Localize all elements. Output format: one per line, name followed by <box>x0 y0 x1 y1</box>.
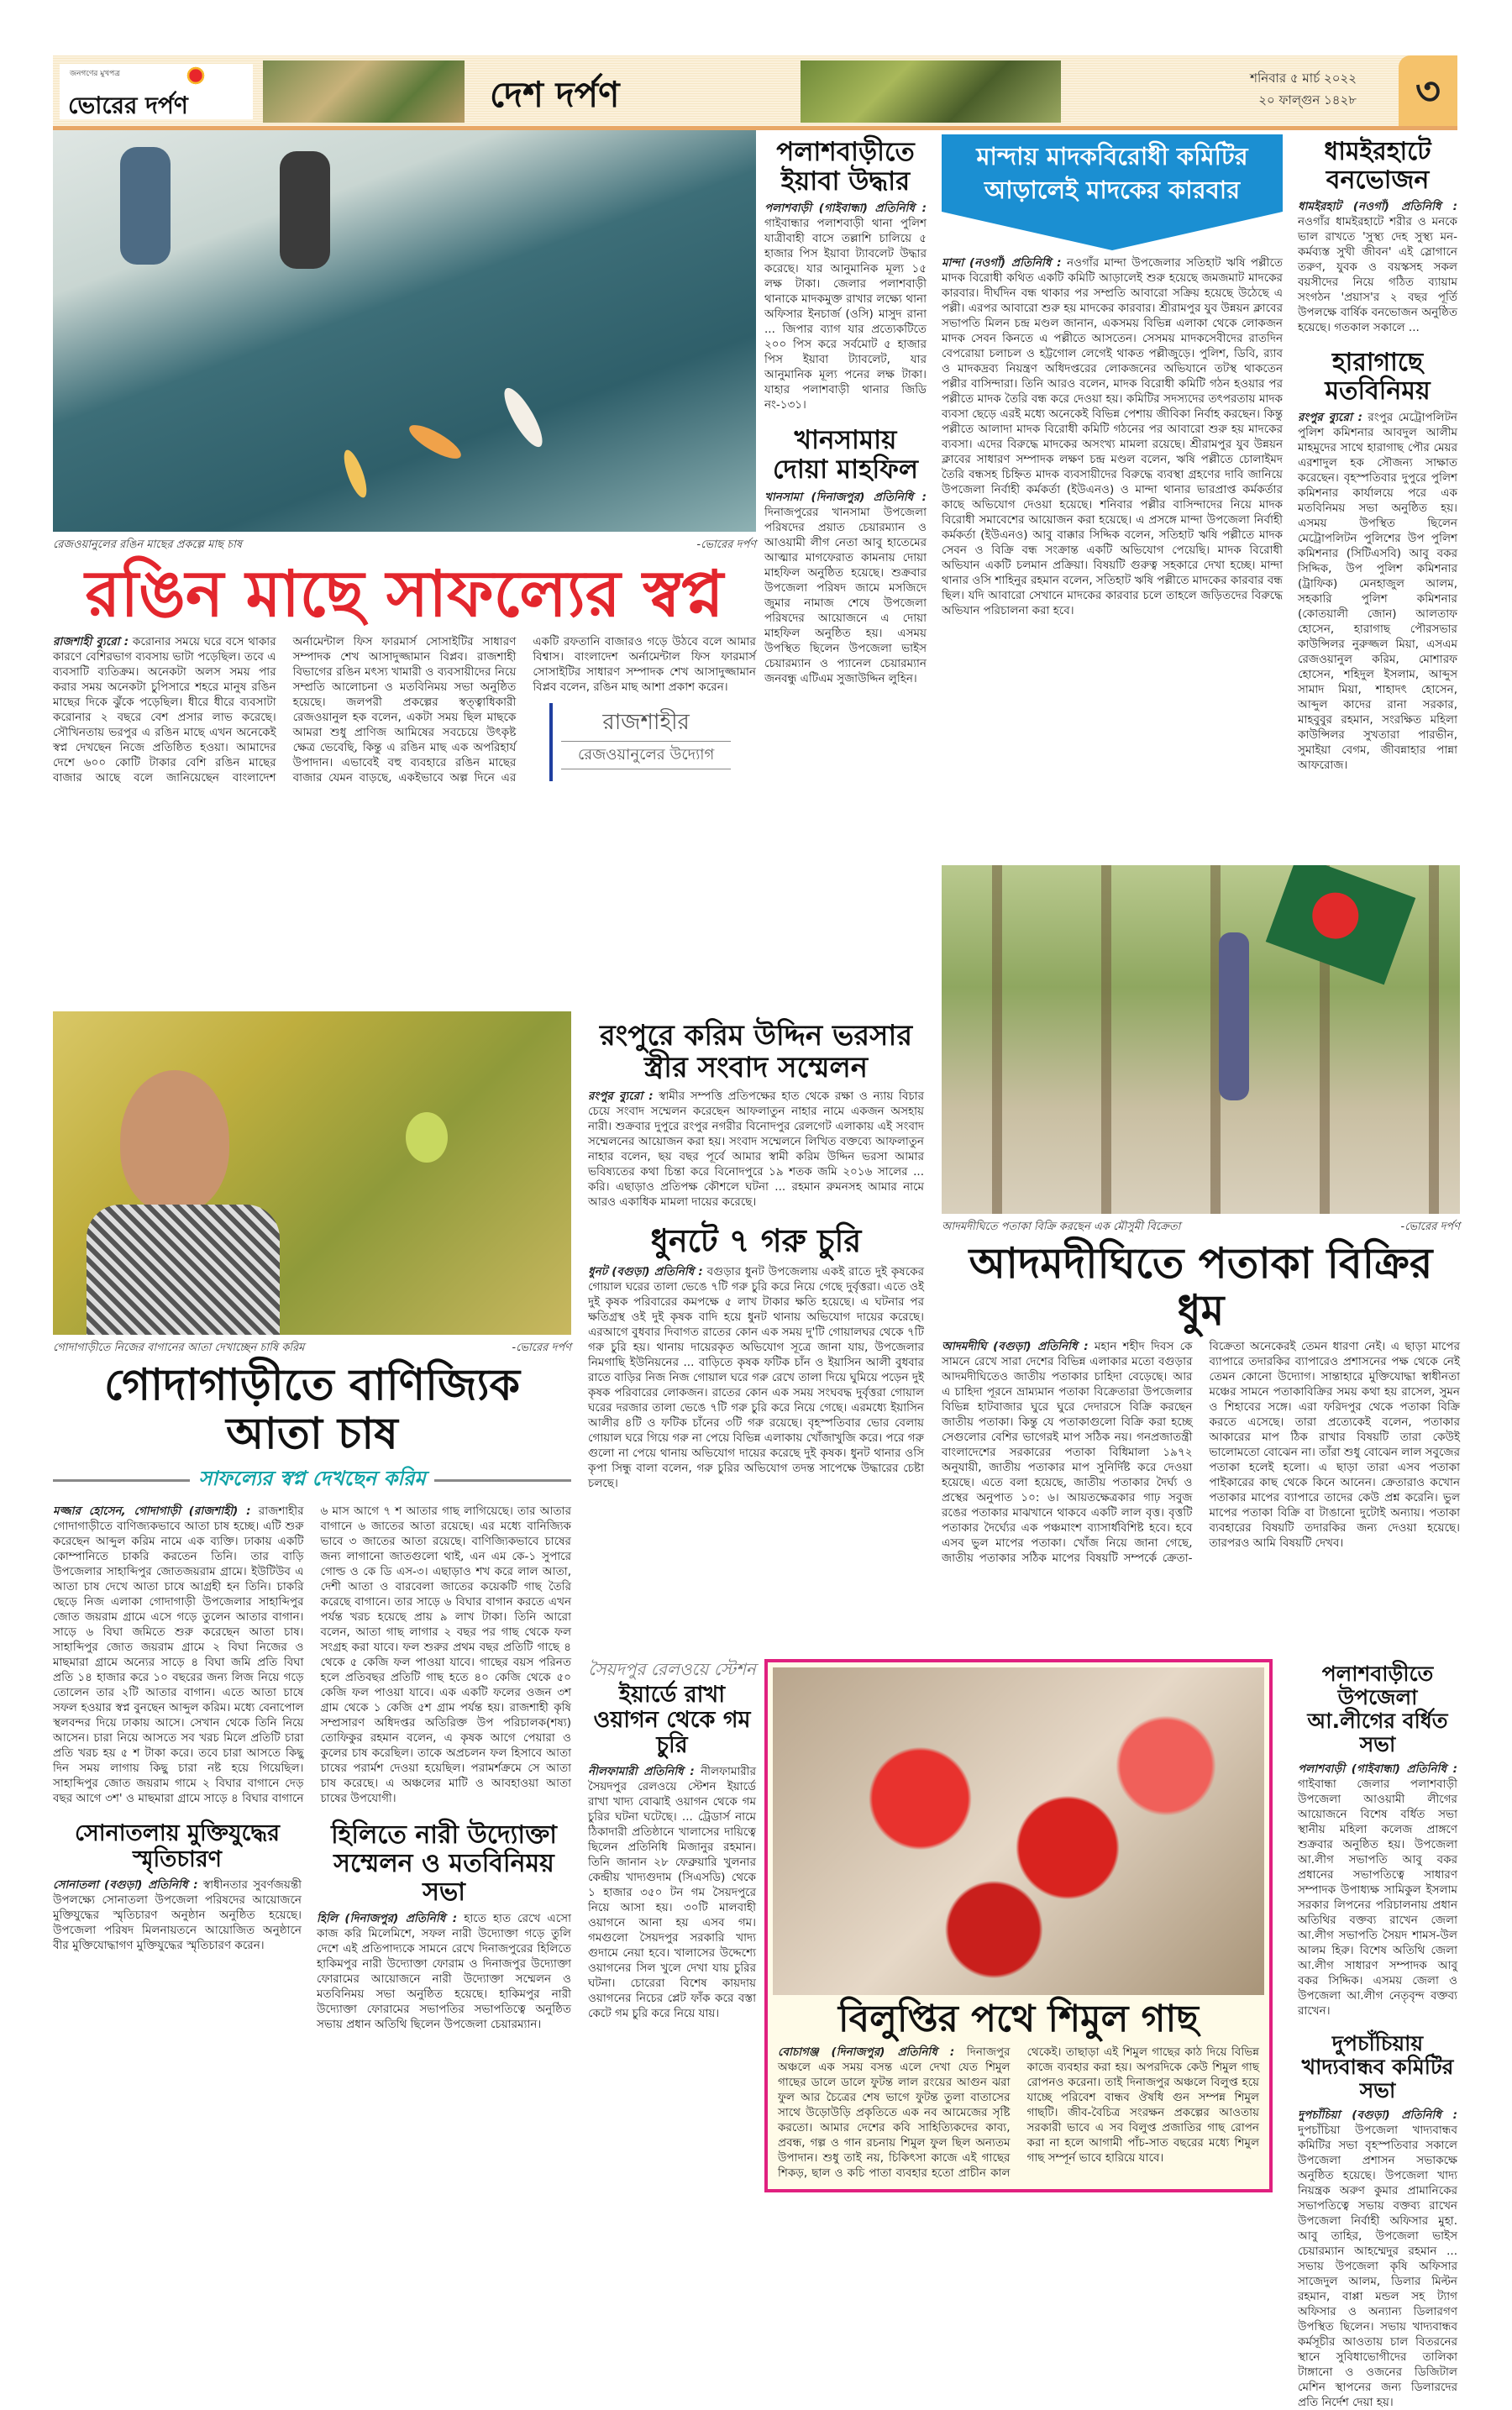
article-text: বগুড়ার ধুনট উপজেলায় একই রাতে দুই কৃষকের গোয়াল ঘরের তালা ভেঙে ৭টি গরু চুরি করে নিয়ে গেছে দুর্বৃত্তরা। এতে ওই দুই কৃষক পরিবারের কমপক্ষে ৫ লাখ টাকার ক্ষতি হয়েছে। এ ঘটনার পর ক্ষতিগ্রস্থ ওই দুই কৃষক বাদি হয়ে ধুনট থানায় অভিযোগ দায়ের করেছে। এরআগে বুধবার দিবাগত রাতের কোন এক সময় দু'টি গোয়ালঘর থেকে ৭টি গরু চুরি হয়। থানায় দায়েরকৃত অভিযোগ সূত্রে জানা যায়, উপজেলার নিমগাছি ইউনিয়নের ... বাড়িতে কৃষক ফটিক চাঁন ও ইয়াসিন আলী বুধবার রাতে বাড়ির নিজ নিজ গোয়াল ঘরে গরু রেখে তালা দিয়ে ঘুমিয়ে পড়েন দুই কৃষক পরিবারের লোকজন। রাতের কোন এক সময় সংঘবদ্ধ দুর্বৃত্তরা গোয়াল ঘরের দরজার তালা ভেঙে ৭টি গরু চুরি করে নিয়ে গেছে। এরমধ্যে ইয়াসিন আলীর ৪টি ও ফটিক চাঁনের ৩টি গরু রয়েছে। বৃহস্পতিবার ভোর বেলায় গোয়াল ঘরে গিয়ে গরু না পেয়ে বিভিন্ন এলাকায় খোঁজাখুজি করে। পরে গরু গুলো না পেয়ে থানায় অভিযোগ দায়ের করেছে দুই কৃষক। ধুনট থানার ওসি কৃপা সিন্ধু বালা বলেন, গরু চুরির অভিযোগ তদন্ত সাপেক্ষে উদ্ধারের চেষ্টা চলছে। <box>588 1264 924 1490</box>
box-line: রেজওয়ানুলের উদ্যোগ <box>561 741 731 769</box>
godagari-article-body <box>53 1504 571 1806</box>
fish-farm-photo <box>53 130 756 532</box>
main-story <box>53 130 756 785</box>
saidpur-story <box>588 1659 756 2021</box>
palashbari-khansama-column <box>764 134 927 686</box>
dateline: আদমদীঘি (বগুড়া) প্রতিনিধি : <box>942 1340 1089 1353</box>
dupchanchia-article-body <box>1298 2108 1457 2410</box>
newspaper-logo <box>60 64 253 119</box>
custard-apple-fruit <box>406 1112 448 1163</box>
issue-date <box>1250 67 1357 111</box>
dateline: পলাশবাড়ী (গাইবান্ধা) প্রতিনিধি : <box>1298 1762 1457 1776</box>
article-text: দিনাজপুরের খানসামা উপজেলা পরিষদের প্রয়াত চেয়ারম্যান ও আওয়ামী লীগ নেতা আবু হাতেমের আত্মার মাগফেরাত কামনায় দোয়া মাহফিল অনুষ্ঠিত হয়েছে। শুক্রবার উপজেলা পরিষদ জামে মসজিদে জুমার নামাজ শেষে উপজেলা পরিষদের আয়োজনে এ দোয়া মাহফিল অনুষ্ঠিত হয়। এসময় উপস্থিত ছিলেন উপজেলা ভাইস চেয়ারম্যান ও প্যানেল চেয়ারম্যান জনবন্ধু এটিএম সুজাউদ্দিন লুহিন। <box>764 505 927 685</box>
dateline: নীলফামারী প্রতিনিধি : <box>588 1764 695 1778</box>
article-text: রাজশাহীর গোদাগাড়ীতে বাণিজ্যকভাবে আতা চাষ হচ্ছে। এটি শুরু করেছেন আব্দুল করিম নামে এক ব্যক্তি। ঢাকায় একটি কোম্পানিতে চাকরি করতেন তিনি। তার বাড়ি উপজেলার সাহাব্দিপুর জোতজয়রাম গ্রামে। ইউটিউব এ আতা চাষ দেখে আতা চাষে আগ্রহী হন তিনি। চাকরি ছেড়ে নিজ এলাকা গোদাগাড়ী উপজেলার সাহাব্দিপুর জোত জয়রাম গ্রামে এসে গড়ে তুলেন আতার বাগান। সাড়ে ৬ বিঘা জমিতে শুরু করেছেন আতা চাষ। সাহাব্দিপুর জোত জয়রাম গ্রামে ২ বিঘা নিজের ও মাছমারা গ্রামে অন্যের সাড়ে ৪ বিঘা জমি প্রতি বিঘা প্রতি ১৪ হাজার করে ১০ বছরের জন্য লিজ নিয়ে গড়ে তোলেন তার ২টি আতার বাগান। এতে আতা চাষে সফল হওয়ার স্বপ্ন বুনছেন আব্দুল করিম। মধ্যে বেনাপোল স্থলবন্দর দিয়ে ঢাকায় আসে। সেখান থেকে তিনি নিয়ে আসেন। চারা নিয়ে আসতে সব খরচ মিলে প্রতিটি চারা প্রতি খরচ হয় ৫ শ টাকা করে। তবে চারা আসতে কিছু দিন সময় লাগায় কিছু চারা নষ্ট হয়ে গিয়েছিল। সাহাব্দিপুর জোত জয়রাম গামে ২ বিঘার বাগানে দেড় বছর আগে ৩শ' ও মাছমারা গ্রামে সাড়ে ৪ বিঘার বাগানে ৬ মাস আগে ৭ শ আতার গাছ লাগিয়েছে। তার আতার বাগানে ৬ জাতের আতা রয়েছে। এর মধ্যে বানিজ্যিক ভাবে ৩ জাতের আতা রয়েছে। বাণিজ্যিকভাবে চাষের জন্য লাগানো জাতগুলো থাই, এন এম কে-১ সুপারে গোল্ড ও কে ডি এস-৩। এছাড়াও শখ করে লাল আতা, দেশী আতা ও বারবেলা জাতের কয়েকটি গাছ তৈরি করেছে বাগানে। তার সাড়ে ৬ বিঘার বাগান করতে এখন পর্যন্ত খরচ হয়েছে প্রায় ৯ লাখ টাকা। তিনি আরো বলেন, আতা গাছ লাগার ২ বছর পর গাছ থেকে ফল সংগ্রহ করা যাবে। ফল শুরুর প্রথম বছর প্রতিটি গাছে ৪ থেকে ৫ কেজি ফল পাওয়া যাবে। গাছের বয়স পরিনত হলে প্রতিবছর প্রতিটি গাছ হতে ৪০ কেজি থেকে ৫০ কেজি ফল পাওয়া যাবে। এক একটি ফলের ওজন ৩শ গ্রাম থেকে ১ কেজি ৫শ গ্রাম পর্যন্ত হয়। রাজশাহী কৃষি সম্প্রসারণ অধিদপ্তর অতিরিক্ত উপ পরিচালক(শষ্য) তোফিকুর রহমান বলেন, এ কৃষক আগে পেয়ারা ও কুলের চাষ করেছিল। তাকে অপ্রচলন ফল হিসাবে আতা চাষের পরার্মশ দেওয়া হয়েছিল। পরামর্শক্রমে সে আতা চাষ করেছে। এ অঞ্চলের মাটি ও আবহাওয়া আতা চাষের উপযোগী। <box>53 1504 571 1806</box>
dateline: দুপচাঁচিয়া (বগুড়া) প্রতিনিধি : <box>1298 2108 1457 2122</box>
article-text: গাইবান্ধা জেলার পলাশবাড়ী উপজেলা আওয়ামী লীগের আয়োজনে বিশেষ বর্ধিত সভা স্থানীয় মহিলা কলেজ প্রাঙ্গণে শুক্রবার অনুষ্ঠিত হয়। উপজেলা আ.লীগ সভাপতি আবু বকর প্রধানের সভাপতিত্বে সাধারণ সম্পাদক উপাধ্যক্ষ সামিকুল ইসলাম সরকার লিপনের পরিচালনায় প্রধান অতিথির বক্তব্য রাখেন জেলা আ.লীগ সভাপতি সৈয়দ শামস-উল আলম হিরু। বিশেষ অতিথি জেলা আ.লীগ সাধারণ সম্পাদক আবু বকর সিদ্দিক। এসময় জেলা ও উপজেলা আ.লীগ নেতৃবৃন্দ বক্তব্য রাখেন। <box>1298 1777 1457 2018</box>
farmer-face <box>120 1070 229 1213</box>
mandai-headline: মান্দায় মাদকবিরোধী কমিটির আড়ালেই মাদকের কারবার <box>942 134 1283 212</box>
subhead-text: সাফল্যের স্বপ্ন দেখছেন করিম <box>198 1467 426 1491</box>
hili-story <box>317 1818 571 2032</box>
photo-credit: -ভোরের দর্পণ <box>1400 1221 1460 1233</box>
divider <box>53 1479 190 1482</box>
shimul-article-body <box>773 2045 1264 2184</box>
dateline: খানসামা (দিনাজপুর) প্রতিনিধি : <box>764 490 927 504</box>
divider <box>434 1479 571 1482</box>
sun-icon <box>186 66 206 86</box>
shimul-headline: বিলুপ্তির পথে শিমুল গাছ <box>838 1998 1199 2040</box>
dateline: ধুনট (বগুড়া) প্রতিনিধি : <box>588 1264 703 1279</box>
masthead <box>53 55 1457 130</box>
logo-name: ভোরের দর্পণ <box>68 92 188 119</box>
dhunot-article-body <box>588 1264 924 1491</box>
header-photo-strip-right <box>801 60 1061 123</box>
adamdighi-headline: আদমদীঘিতে পতাকা বিক্রির ধুম <box>969 1239 1433 1335</box>
fish-icon <box>405 419 465 465</box>
godagari-story <box>53 1011 571 2032</box>
dateline: রাজশাহী ব্যুরো : <box>53 635 129 649</box>
main-article-body <box>53 634 756 785</box>
fish-icon <box>498 383 549 451</box>
lower-left-row <box>53 1818 571 2032</box>
haragach-headline: হারাগাছে মতবিনিময় <box>1325 348 1431 406</box>
article-text: স্বামীর সম্পত্তি প্রতিপক্ষের হাত থেকে রক্ষা ও ন্যায় বিচার চেয়ে সংবাদ সম্মেলন করেছেন আফলাতুন নাহার নামে একজন অসহায় নারী। শুক্রবার দুপুরে রংপুর নগরীর বিনোদপুর রেলগেট এলাকায় এই সংবাদ সম্মেলনের আয়োজন করা হয়। সংবাদ সম্মেলনে লিখিত বক্তব্যে আফলাতুন নাহার বলেন, ছয় বছর পূর্বে আমার স্বামী করিম উদ্দিন ভরসা আমার ভবিষ্যতের কথা চিন্তা করে বিনোদপুরে ১৯ শতক জমি ২০১৬ সালের ... করি। এছাড়াও প্রতিপক্ষ কৌশলে ঘটনা ... রহমান রুমনসহ আমার নামে আরও একাধিক মামলা দায়ের করেছে। <box>588 1089 924 1210</box>
photo-caption <box>942 1219 1460 1237</box>
dateline: মজ্জার হোসেন, গোদাগাড়ী (রাজশাহী) : <box>53 1504 251 1519</box>
photo-credit: -ভোরের দর্পণ <box>696 538 756 551</box>
article-text: নীলফামারীর সৈয়দপুর রেলওয়ে স্টেশন ইয়ার্ডে রাখা খাদ্য বোঝাই ওয়াগন থেকে গম চুরির ঘটনা ঘটেছে। ... ট্রেডার্স নামে ঠিকাদারী প্রতিষ্ঠানে খালাসের দায়িত্বে ছিলেন প্রতিনিধি মিজানুর রহমান। তিনি জানান ২৮ ফেব্রুয়ারি খুলনার কেন্দ্রীয় খাদ্যগুদাম (সিএসডি) থেকে ১ হাজার ৩৫০ টন গম সৈয়দপুরে নিয়ে আসা হয়। ৩০টি মালবাহী ওয়াগনে আনা হয় এসব গম। গমগুলো সৈয়দপুর সরকারি খাদ্য গুদামে নেয়া হবে। খালাসের উদ্দেশ্যে ওয়াগনের সিল খুলে দেখা যায় চুরির ঘটনা। চোরেরা বিশেষ কায়দায় ওয়াগনের নিচের প্লেট ফাঁক করে বস্তা কেটে গম চুরি করে নিয়ে যায়। <box>588 1764 756 2020</box>
article-text: করোনার সময়ে ঘরে বসে থাকার কারণে বেশিরভাগ ব্যবসায় ভাটা পড়েছিল। তবে এ ব্যবসাটি ব্যতিক্রম। অনেকটা অলস সময় পার করার সময় অনেকটা চুপিসারে শহরে মানুষ রঙিন মাছের দিকে ঝুঁকে পড়েছিল। ধীরে ধীরে ব্যবসাটা করোনার ২ বছরে বেশ প্রসার লাভ করেছে। সৌখিনতায় ভরপুর এ রঙিন মাছে এখন অনেকেই স্বপ্ন দেখছেন নিজে প্রতিষ্ঠিত হওয়া। আমাদের দেশে ৬০০ কোটি টাকার বেশি রঙিন মাছের বাজার আছে বলে জানিয়েছেন বাংলাদেশ অর্নামেন্টাল ফিস ফারমার্স সোসাইটির সাধারণ সম্পাদক শেখ আসাদুজ্জামান বিপ্লব। রাজশাহী বিভাগের রঙিন মৎস্য খামারী ও ব্যবসায়ীদের নিয়ে সম্প্রতি আলোচনা ও মতবিনিময় সভা অনুষ্ঠিত হয়েছে। জলপরী প্রকল্পের স্বত্ত্বাধিকারী রেজওয়ানুল হক বলেন, একটা সময় ছিল মাছকে আমরা শুধু প্রাণিজ আমিষের সবচেয়ে উৎকৃষ্ট ক্ষেত্র ভেবেছি, কিন্তু এ রঙিন মাছ এক অপরিহার্য উপাদান। এভাবেই বহু ব্যবহারে রঙিন মাছের বাজার যেমন বাড়ছে, একইভাবে অল্প দিনে এর একটি রফতানি বাজারও গড়ে উঠবে বলে আমার বিশ্বাস। বাংলাদেশ অর্নামেন্টাল ফিস ফারমার্স সোসাইটির সাধারণ সম্পাদক শেখ আসাদুজ্জামান বিপ্লব বলেন, রঙিন মাছ আশা প্রকাশ করেন। <box>53 635 756 785</box>
article-text: নওগাঁর ধামইরহাটে শরীর ও মনকে ভাল রাখতে 'সুস্থ্য দেহ সুস্থ্য মন-কর্মব্যস্ত সুখী জীবন' এই স্লোগানে তরুণ, যুবক ও বয়স্কসহ সকল বয়সীদের নিয়ে গঠিত ব্যায়াম সংগঠন 'প্রয়াস'র ২ বছর পূর্তি উপলক্ষে বার্ষিক বনভোজন অনুষ্ঠিত হয়েছে। গতকাল সকালে ... <box>1298 215 1457 335</box>
article-text: গাইবান্ধার পলাশবাড়ী থানা পুলিশ যাত্রীবাহী বাসে তল্লাশি চালিয়ে ৫ হাজার পিস ইয়াবা ট্যাবলেট উদ্ধার করেছে। যার আনুমানিক মূল্য ১৫ লক্ষ টাকা। জেলার পলাশবাড়ী থানাকে মাদকমুক্ত রাখার লক্ষ্যে থানা অফিসার ইনচার্জ (ওসি) মাসুদ রানা ... জিপার ব্যাগ যার প্রত্যেকটিতে ২০০ পিস করে সর্বমোট ৫ হাজার পিস ইয়াবা ট্যাবলেট, যার আনুমানিক মূল্য পনের লক্ষ টাকা। যাহার পলাশবাড়ী থানার জিডি নং-১৩১। <box>764 217 927 412</box>
caption-text: গোদাগাড়ীতে নিজের বাগানের আতা দেখাচ্ছেন চাষি করিম <box>53 1342 305 1354</box>
article-text: মহান শহীদ দিবস কে সামনে রেখে সারা দেশের বিভিন্ন এলাকার মতো বগুড়ার আদমদীঘিতেও জাতীয় পতাকার চাহিদা বেড়েছে। আর এ চাহিদা পূরনে ভ্রাম্যমান পতাকা বিক্রেতারা উপজেলার বিভিন্ন হাটবাজার ঘুরে ঘুরে দেদারসে বিক্রি করছেন জাতীয় পতাকা। কিন্তু যে পতাকাগুলো বিক্রি করা হচ্ছে সেগুলোর বেশির ভাগেরই মাপ সঠিক নয়। গনপ্রজাতন্ত্রী বাংলাদেশের সরকারের পতাকা বিধিমালা ১৯৭২ অনুযায়ী, জাতীয় পতাকার মাপ সুনির্দিষ্ট করে দেওয়া হয়েছে। এতে বলা হয়েছে, জাতীয় পতাকার দৈর্ঘ্য ও প্রস্থের অনুপাত ১০: ৬। আয়তক্ষেত্রকার গাঢ় সবুজ রঙের পতাকার মাঝখানে থাকবে একটি লাল বৃত্ত। বৃত্তটি পতাকার দৈর্ঘ্যের এক পঞ্চমাংশ ব্যাসার্ধবিশিষ্ট হবে। হবে এসব ভুল মাপের পতাকা। খোঁজ নিয়ে জানা গেছে, জাতীয় পতাকার সঠিক মাপের বিষয়টি সম্পর্কে ক্রেতা-বিক্রেতা অনেকেরই তেমন ধারণা নেই। এ ছাড়া মাপের ব্যাপারে তদারকির ব্যাপারেও প্রশাসনের পক্ষ থেকে নেই তেমন কোনো উদ্যোগ। সান্তাহারে মুক্তিযোদ্ধা স্বাধীনতা মঞ্চের সামনে পতাকাবিক্রির সময় কথা হয় রাসেল, সুমন ও শিহাবের সঙ্গে। এরা ফরিদপুর থেকে পতাকা বিক্রি করতে এসেছে। তারা প্রত্যেকেই বলেন, পতাকার আকারের মাপ ঠিক রাখার বিষয়টি তারা কেউই ভালোমতো বোঝেন না। তাঁরা শুধু বোঝেন লাল সবুজের পতাকা হলেই হলো। এ ছাড়া তারা এসব পতাকা পাইকারের কাছ থেকে কিনে আনেন। ক্রেতারাও কখোন পতাকার মাপের ব্যাপারে তাদের কেউ প্রশ্ন করেনি। ভুল মাপের পতাকা বিক্রি বা টাঙানো দুটোই অন্যায়। পতাকা ব্যবহারের বিষয়টি তদারকির জন্য দেওয়া হয়েছে। তারপরও আমি বিষয়টি দেখব। <box>942 1340 1460 1565</box>
dateline: হিলি (দিনাজপুর) প্রতিনিধি : <box>317 1912 458 1926</box>
photo-caption <box>53 537 756 554</box>
palashbari-al-headline: পলাশবাড়ীতে উপজেলা আ.লীগের বর্ধিত সভা <box>1307 1662 1448 1756</box>
highlight-box <box>549 703 739 781</box>
rangpur-article-body <box>588 1089 924 1210</box>
adamdighi-article-body <box>942 1339 1460 1566</box>
palashbari-headline: পলাশবাড়ীতে ইয়াবা উদ্ধার <box>776 137 915 197</box>
banner-arrow <box>942 212 1283 250</box>
hili-headline: হিলিতে নারী উদ্যোক্তা সম্মেলন ও মতবিনিময় সভা <box>331 1820 557 1907</box>
photo-credit: -ভোরের দর্পণ <box>512 1342 571 1354</box>
rangpur-dhunot-column <box>588 1016 924 1491</box>
sonatola-story <box>53 1818 302 2032</box>
vendor-figure <box>1219 932 1249 1100</box>
haragach-article-body <box>1298 410 1457 773</box>
person-figure <box>280 151 330 269</box>
shimul-flower-photo <box>773 1667 1264 1995</box>
dhamoirhat-article-body <box>1298 199 1457 335</box>
article-text: দুপচাঁচিয়া উপজেলা খাদ্যবান্ধব কমিটির সভা বৃহস্পতিবার সকালে উপজেলা প্রশাসন সভাকক্ষে অনুষ্ঠিত হয়েছে। উপজেলা খাদ্য নিয়ন্ত্রক অরুণ কুমার প্রামানিকের সভাপতিত্বে সভায় বক্তব্য রাখেন উপজেলা নির্বাহী অফিসার মুহা. আবু তাহির, উপজেলা ভাইস চেয়ারম্যান আহম্মেদুর রহমান ... সভায় উপজেলা কৃষি অফিসার সাজেদুল আলম, ডিলার মিল্টন রহমান, বাপ্পা মন্ডল সহ ট্যাগ অফিসার ও অন্যান্য ডিলারগণ উপস্থিত ছিলেন। সভায় খাদ্যবান্ধব কর্মসূচীর আওতায় চাল বিতরনের স্থানে সুবিধাভোগীদের তালিকা টাঙ্গানো ও ওজনের ডিজিটাল মেশিন স্থাপনের জন্য ডিলারদের প্রতি নির্দেশ দেয়া হয়। <box>1298 2124 1457 2409</box>
shimul-feature-box <box>764 1659 1273 2192</box>
mandai-article-body <box>942 255 1283 618</box>
sonatola-article-body <box>53 1877 302 1953</box>
photo-caption <box>53 1340 571 1357</box>
box-line: রাজশাহীর <box>602 710 690 736</box>
dateline: বোচাগঞ্জ (দিনাজপুর) প্রতিনিধি : <box>778 2045 955 2060</box>
sonatola-headline: সোনাতলায় মুক্তিযুদ্ধের স্মৃতিচারণ <box>74 1820 281 1872</box>
page-number: ৩ <box>1399 55 1457 126</box>
article-text: হাতে হাত রেখে এসো কাজ করি মিলেমিশে, সফল নারী উদ্যোক্তা গড়ে তুলি দেশে এই প্রতিপাদ্যকে সামনে রেখে দিনাজপুরের হিলিতে হাকিমপুর নারী উদ্যোক্তা ফোরাম ও দিনাজপুর উদ্যোক্তা ফোরামের আয়োজনে নারী উদ্যোক্তা সম্মেলন ও মতবিনিময় সভা অনুষ্ঠিত হয়েছে। হাকিমপুর নারী উদ্যোক্তা ফোরামের সভাপতির সভাপতিত্বে অনুষ্ঠিত সভায় প্রধান অতিথি ছিলেন উপজেলা চেয়ারম্যান। <box>317 1912 572 2032</box>
saidpur-headline: ইয়ার্ডে রাখা ওয়াগন থেকে গম চুরি <box>593 1682 751 1759</box>
article-text: স্বাধীনতার সুবর্ণজয়ন্তী উপলক্ষ্যে সোনাতলা উপজেলা পরিষদের আয়োজনে মুক্তিযুদ্ধের স্মৃতিচারণ অনুষ্ঠান অনুষ্ঠিত হয়েছে। উপজেলা পরিষদ মিলনায়তনে আয়োজিত অনুষ্ঠানে বীর মুক্তিযোদ্ধাগণ মুক্তিযুদ্ধের স্মৃতিচারণ করেন। <box>53 1877 302 1952</box>
dateline: ধামইরহাট (নওগাঁ) প্রতিনিধি : <box>1298 200 1457 214</box>
mandai-story <box>942 134 1283 618</box>
hili-article-body <box>317 1911 571 2032</box>
farmer-sweater <box>87 1205 280 1335</box>
rangpur-headline: রংপুরে করিম উদ্দিন ভরসার স্ত্রীর সংবাদ সম্মেলন <box>599 1019 913 1085</box>
article-text: রংপুর মেট্রোপলিটন পুলিশ কমিশনার আবদুল আলীম মাহমুদের সাথে হারাগাছ পৌর মেয়র এরশাদুল হক সৌজন্য সাক্ষাত করেছেন। বৃহস্পতিবার দুপুরে পুলিশ কমিশনার কার্যালয়ে পরে এক মতবিনিময় সভা অনুষ্ঠিত হয়। এসময় উপস্থিত ছিলেন মেট্রোপলিটন পুলিশের উপ পুলিশ কমিশনার (সিটিএসবি) আবু বকর সিদ্দিক, উপ পুলিশ কমিশনার (ট্রাফিক) মেনহাজুল আলম, সহকারি পুলিশ কমিশনার (কোতয়ালী জোন) আলতাফ হোসেন, হারাগাছ পৌরসভার কাউন্সিলর নুরুজ্জল মিয়া, এসএম রেজওয়ানুল করিম, মোশারফ হোসেন, শহিদুল ইসলাম, আব্দুস সামাদ মিয়া, শাহাদৎ হোসেন, আব্দুল কাদের রানা সরকার, মাহবুবুর রহমান, সংরক্ষিত মহিলা কাউন্সিলর সুখতারা পারভীন, সুমাইয়া বেগম, জীবন্নাহার পান্না আফরোজ। <box>1298 411 1457 773</box>
dateline: রংপুর ব্যুরো : <box>588 1089 654 1104</box>
dateline: পলাশবাড়ী (গাইবান্ধা) প্রতিনিধি : <box>764 202 927 216</box>
khansama-article-body <box>764 490 927 686</box>
godagari-headline: গোদাগাড়ীতে বাণিজ্যিক আতা চাষ <box>103 1360 521 1460</box>
section-title: দেশ দর্পণ <box>490 74 620 115</box>
header-photo-strip-left <box>263 60 465 123</box>
dhunot-headline: ধুনটে ৭ গরু চুরি <box>650 1222 862 1260</box>
main-headline: রঙিন মাছে সাফল্যের স্বপ্ন <box>85 556 724 631</box>
logo-tagline: জনগণের মুখপত্র <box>70 70 120 78</box>
khansama-headline: খানসামায় দোয়া মাহফিল <box>772 425 918 486</box>
right-lower-column <box>1298 1659 1457 2410</box>
dateline: রংপুর ব্যুরো : <box>1298 411 1362 425</box>
dhamoirhat-headline: ধামইরহাটে বনভোজন <box>1324 137 1431 195</box>
custard-apple-photo <box>53 1011 571 1335</box>
palashbari-al-article-body <box>1298 1762 1457 2019</box>
person-figure <box>120 147 171 265</box>
flag-seller-photo <box>942 865 1460 1214</box>
date-gregorian: শনিবার ৫ মার্চ ২০২২ <box>1250 71 1357 86</box>
caption-text: রেজওয়ানুলের রঙিন মাছের প্রকল্পে মাছ চাষ <box>53 538 243 551</box>
article-text: দিনাজপুর অঞ্চলে এক সময় বসন্ত এলে দেখা যেত শিমুল গাছের ডালে ডালে ফুটন্ত লাল রংয়ের আগুন ঝরা ফুল আর চৈত্রের শেষ ভাগে ফুটন্ত তুলা বাতাসের সাথে উড়োউড়ি প্রকৃতিতে এক নব আমেজের সৃষ্টি করতো। আমার দেশের কবি সাহিত্যিকদের কাব্য, প্রবন্ধ, গল্প ও গান রচনায় শিমুল ফুল ছিল অন্যতম উপাদান। শুধু তাই নয়, চিকিৎসা কাজে এই গাছের শিকড়, ছাল ও কচি পাতা ব্যবহার হতো প্রাচীন কাল থেকেই। তাছাড়া এই শিমুল গাছের কাঠ দিয়ে বিভিন্ন কাজে ব্যবহার করা হয়। অপরদিকে কেউ শিমুল গাছ রোপনও করেনা। তাই দিনাজপুর অঞ্চলে বিলুপ্ত হয়ে যাচ্ছে পরিবেশ বান্ধব ঔষধি গুন সম্পন্ন শিমুল গাছটি। জীব-বৈচিত্র সংরক্ষন প্রকল্পের আওতায় সরকারী ভাবে এ সব বিলুপ্ত প্রজাতির গাছ রোপন করা না হলে আগামী পাঁচ-সাত বছরের মধ্যে শিমুল গাছ সম্পূর্ন ভাবে হারিয়ে যাবে। <box>778 2045 1259 2181</box>
dupchanchia-headline: দুপচাঁচিয়ায় খাদ্যবান্ধব কমিটির সভা <box>1301 2031 1454 2103</box>
palashbari-article-body <box>764 201 927 412</box>
dateline: সোনাতলা (বগুড়া) প্রতিনিধি : <box>53 1877 198 1892</box>
saidpur-kicker: সৈয়দপুর রেলওয়ে স্টেশন <box>588 1659 756 1679</box>
dateline: মান্দা (নওগাঁ) প্রতিনিধি : <box>942 256 1062 270</box>
dhamoirhat-haragach-column <box>1298 134 1457 773</box>
fish-icon <box>339 448 370 501</box>
adamdighi-story <box>942 865 1460 1566</box>
godagari-subhead <box>53 1463 571 1497</box>
caption-text: আদমদীঘিতে পতাকা বিক্রি করছেন এক মৌসুমী বিক্রেতা <box>942 1221 1181 1233</box>
date-bengali: ২০ ফাল্গুন ১৪২৮ <box>1258 92 1357 108</box>
article-text: নওগাঁর মান্দা উপজেলার সতিহাট ঋষি পল্লীতে মাদক বিরোধী কথিত একটি কমিটি আড়ালেই শুরু হয়েছে জমজমাট মাদকের কারবার। দীর্ঘদিন বন্ধ থাকার পর সম্প্রতি আবারো সক্রিয় হয়েছে উঠেছে এ পল্লী। এরপর আবারো শুরু হয় মাদকের কারবার। শ্রীরামপুর যুব উন্নয়ন ক্লাবের সভাপতি মিলন চন্দ্র মণ্ডল জানান, একসময় বিভিন্ন এলাকা থেকে লোকজন মাদক সেবন কিনতে এ পল্লীতে আসতেন। সেসময় মাদকসেবীদের রাতদিন বেপরোয়া চলাচল ও হট্টগোল লেগেই থাকত পল্লীজুড়ে। পুলিশ, ডিবি, র‌্যাব ও মাদকদ্রব্য নিয়ন্ত্রণ অধিদপ্তরের লোকজনের অভিযানে তটস্থ থাকতেন পল্লীর বাসিন্দারা। তিনি আরও বলেন, মাদক বিরোধী কমিটি গঠন হওয়ার পর পল্লীতে মাদক তৈরি বন্ধ করে দেওয়া হয়। কমিটির সদস্যদের তৎপরতায় মাদক ব্যবসা ছেড়ে এরই মধ্যে অনেকেই বিভিন্ন পেশায় জীবিকা নির্বাহ করছেন। কিন্তু পল্লীতে আলাদা মাদক বিরোধী কমিটি গঠনের পর আবারো শুরু হয় মাদকের ব্যবসা। এদের বিরুদ্ধে মাদকের অসংখ্য মামলা রয়েছে। শ্রীরামপুর যুব উন্নয়ন ক্লাবের সাধারণ সম্পাদক লক্ষণ চন্দ্র মণ্ডল বলেন, ঋষি পল্লীতে চোলাইমদ তৈরি বন্ধসহ চিহ্নিত মাদক ব্যবসায়ীদের বিরুদ্ধে ব্যবস্থা গ্রহণের দাবি জানিয়ে উপজেলা নির্বাহী কর্মকর্তা (ইউএনও) ও মান্দা থানার ভারপ্রাপ্ত কর্মকর্তার কাছে অভিযোগ দেওয়া হয়েছে। শনিবার পল্লীর বাসিন্দাদের নিয়ে মাদক বিরোধী সমাবেশের আয়োজন করা হয়েছে। এ প্রসঙ্গে মান্দা উপজেলা নির্বাহী কর্মকর্তা (ইউএনও) আবু বাক্কার সিদ্দিক বলেন, সতিহাট ঋষি পল্লীতে মাদক সেবন ও বিক্রি বন্ধ সংক্রান্ত একটি অভিযোগ পেয়েছি। মাদক বিরোধী অভিযান একটি চলমান প্রক্রিয়া। বিষয়টি গুরুত্ব সহকারে দেখা হচ্ছে। মান্দা থানার ওসি শাহিনুর রহমান বলেন, সতিহাট ঋষি পল্লীতে মাদকের কারবার বন্ধ ছিল। যদি আবারো সেখানে মাদকের কারবার চলে তাহলে জড়িতদের বিরুদ্ধে অভিযান পরিচালনা করা হবে। <box>942 256 1283 617</box>
saidpur-article-body <box>588 1764 756 2021</box>
